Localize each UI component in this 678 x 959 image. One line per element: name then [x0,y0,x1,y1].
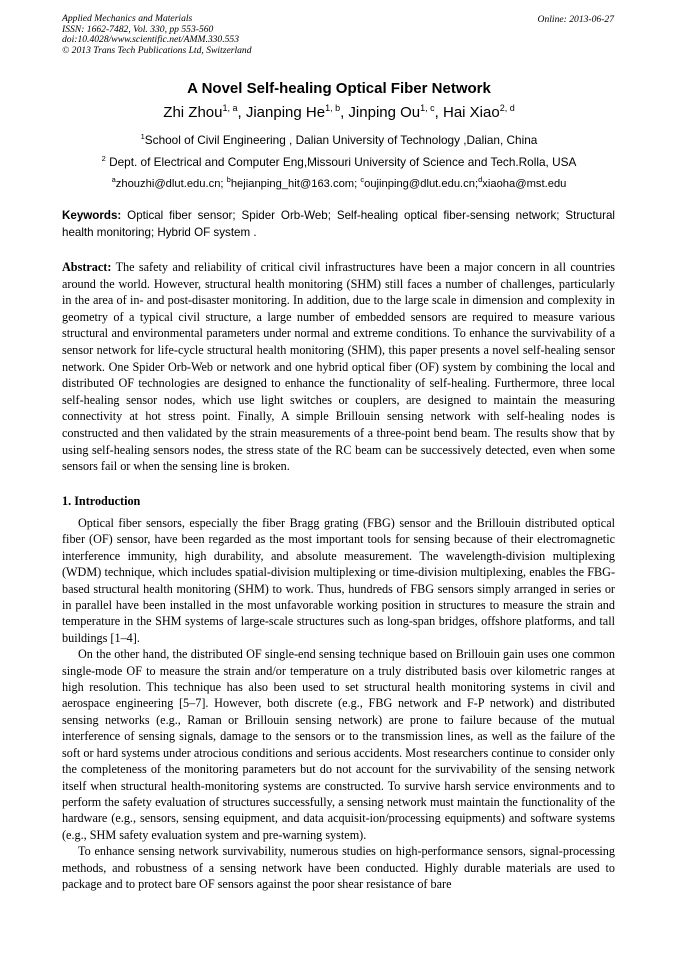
keywords-text: Optical fiber sensor; Spider Orb-Web; Self-healing optical fiber-sensing network; Structural health monitoring; Hybrid OF system . [62,209,615,239]
affiliation-mark: 1 [140,132,145,141]
affiliation-text: School of Civil Engineering , Dalian University of Technology ,Dalian, China [144,133,538,147]
affiliation-1 [0,132,678,147]
email-mark: d [478,175,483,184]
email-address[interactable]: zhouzhi@dlut.edu.cn; [115,178,227,190]
author-affiliation-mark: 2, d [499,103,515,113]
email-mark: a [111,175,116,184]
journal-name: Applied Mechanics and Materials [62,13,193,24]
email-address[interactable]: hejianping_hit@163.com; [230,178,361,190]
copyright-line: © 2013 Trans Tech Publications Ltd, Switzerland [62,44,252,56]
email-line [0,175,678,190]
author-affiliation-mark: 1, c [420,103,435,113]
email-address[interactable]: oujinping@dlut.edu.cn; [364,178,479,190]
keywords-label: Keywords: [62,209,122,222]
doi-line: doi:10.4028/www.scientific.net/AMM.330.553 [62,34,240,46]
author-affiliation-mark: 1, b [325,103,341,113]
section-heading: 1. Introduction [62,494,141,508]
issn-line: ISSN: 1662-7482, Vol. 330, pp 553-560 [62,23,214,35]
online-date: Online: 2013-06-27 [537,14,614,25]
author-list [0,103,678,121]
email-mark: c [360,175,365,184]
abstract-block [62,259,615,475]
email-mark: b [226,175,231,184]
intro-paragraph: Optical fiber sensors, especially the fiber Bragg grating (FBG) sensor and the Brillouin distributed optical fiber (OF) sensor, have been regarded as the most important tools for sensing because of their electromagnetic interference immunity, high durability, and absolute measurement. The wavelength-division multiplexing (WDM) technique, which includes spatial-division multiplexing or time-division multiplexing, enables the FBG-based structural health monitoring (SHM) to work. Thus, hundreds of FBG sensors simply arranged in series or in parallel have been installed in the most unfavorable working position in structures to measure the strain and temperature in the SHM systems of large-scale structures such as long-span bridges, offshore platforms, and tall buildings [1–4]. [62,516,615,645]
journal-header [62,14,442,56]
keywords-block [62,208,615,241]
affiliation-mark: 2 [101,154,106,163]
author-name: Hai Xiao [443,104,500,121]
author-separator: , [434,104,443,121]
intro-paragraph: To enhance sensing network survivability, numerous studies on high-performance sensors, signal-processing methods, and robustness of a sensing network have been conducted. Highly durable materials are used to package and to protect bare OF sensors against the poor shear resistance of bare [62,844,615,891]
author-name: Jianping He [245,104,326,121]
author-name: Zhi Zhou [163,104,223,121]
affiliation-text: Dept. of Electrical and Computer Eng,Missouri University of Science and Tech.Rolla, USA [105,155,577,169]
abstract-text: The safety and reliability of critical civil infrastructures have been a major concern in all countries around the world. However, structural health monitoring (SHM) still faces a number of challenges, particularly in the area of in- and post-disaster monitoring. In addition, due to the large scale in dimension and complexity in geometry of a typical civil structure, a large number of embedded sensors are required to measure various structural and environmental parameters under normal and extreme conditions. To enhance the survivability of a sensor network for life-cycle structural health monitoring (SHM), this paper presents a novel self-healing sensor network. One Spider Orb-Web or network and one hybrid optical fiber (OF) system by combining the local and distributed OF technologies are designed to enhance the functionality of self-healing. Furthermore, three local self-healing sensor nodes, which use light switches or couplers, are designed to maintain the measuring connectivity at hot stress point. Finally, A simple Brillouin sensing network with self-healing nodes is constructed and then validated by the strain measurements of a three-point bend beam. The results show that by using self-healing sensors nodes, the stress state of the RC beam can be successively detected, even when some sensors fail or when the sensing line is broken. [62,260,615,474]
author-name: Jinping Ou [348,104,421,121]
introduction-body [62,515,615,892]
author-separator: , [237,104,246,121]
author-separator: , [340,104,349,121]
abstract-label: Abstract: [62,260,112,274]
author-affiliation-mark: 1, a [222,103,238,113]
affiliation-2 [0,154,678,169]
intro-paragraph: On the other hand, the distributed OF single-end sensing technique based on Brillouin gain uses one common single-mode OF to measure the strain and/or temperature on a truly distributed basis over kilometric ranges at high resolution. This technique has also been used to set structural health monitoring systems in civil and aerospace engineering [5–7]. However, both discrete (e.g., FBG network and F-P network) and distributed sensing networks (e.g., Raman or Brillouin sensing network) are prone to failure because of the mutual interference of sensing signals, damage to the sensors or to the transmission lines, as well as the failure of the soft or hard systems under atrocious conditions and serious accidents. Most researchers continue to consider only the completeness of the monitoring parameters but do not account for the survivability of the sensing network itself when structural health-monitoring systems are constructed. To survive harsh service environments and to perform the safety evaluation of structures successfully, a sensing network must maintain the functionality of the hardware (e.g., sensors, sensing equipment, and data acquisit-ion/processing equipments) and software systems (e.g., SHM safety evaluation system and pre-warning system). [62,647,615,842]
email-address[interactable]: xiaoha@mst.edu [482,178,567,190]
paper-title: A Novel Self-healing Optical Fiber Network [187,80,491,97]
